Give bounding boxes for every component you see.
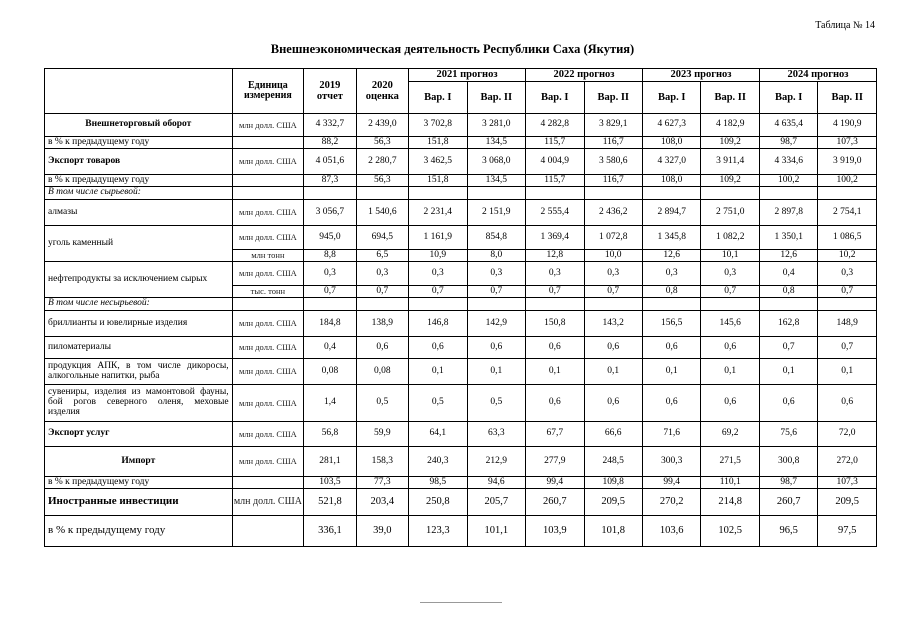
value-cell: 77,3 bbox=[356, 477, 408, 489]
value-cell: 0,8 bbox=[642, 286, 700, 298]
value-cell: 12,6 bbox=[759, 250, 817, 262]
row-label: В том числе несырьевой: bbox=[45, 298, 233, 311]
value-cell: 0,6 bbox=[584, 385, 642, 422]
value-cell bbox=[584, 298, 642, 311]
table-number: Таблица № 14 bbox=[815, 20, 875, 31]
value-cell: 87,3 bbox=[304, 175, 356, 187]
value-cell: 63,3 bbox=[467, 422, 525, 447]
forecast-2022-header: 2022 прогноз bbox=[526, 69, 643, 82]
value-cell: 0,4 bbox=[759, 262, 817, 286]
value-cell: 0,6 bbox=[356, 337, 408, 359]
value-cell: 0,1 bbox=[818, 359, 877, 385]
value-cell: 158,3 bbox=[356, 447, 408, 477]
value-cell: 0,1 bbox=[642, 359, 700, 385]
value-cell: 4 004,9 bbox=[526, 149, 584, 175]
value-cell: 108,0 bbox=[642, 137, 700, 149]
label-header bbox=[45, 69, 233, 114]
value-cell: 0,4 bbox=[304, 337, 356, 359]
value-cell: 0,6 bbox=[526, 337, 584, 359]
value-cell bbox=[526, 187, 584, 200]
value-cell: 0,3 bbox=[409, 262, 467, 286]
variant-header: Вар. II bbox=[818, 82, 877, 114]
value-cell: 4 334,6 bbox=[759, 149, 817, 175]
value-cell: 109,8 bbox=[584, 477, 642, 489]
value-cell: 142,9 bbox=[467, 311, 525, 337]
value-cell: 0,7 bbox=[584, 286, 642, 298]
value-cell: 0,7 bbox=[467, 286, 525, 298]
value-cell: 300,3 bbox=[642, 447, 700, 477]
value-cell bbox=[304, 298, 356, 311]
value-cell: 0,3 bbox=[584, 262, 642, 286]
value-cell: 103,6 bbox=[642, 516, 700, 547]
unit-cell bbox=[232, 175, 304, 187]
table-row bbox=[45, 149, 877, 175]
value-cell: 248,5 bbox=[584, 447, 642, 477]
value-cell bbox=[818, 187, 877, 200]
row-label: Иностранные инвестиции bbox=[45, 489, 233, 516]
row-label: нефтепродукты за исключением сырых bbox=[45, 262, 233, 298]
table-row bbox=[45, 489, 877, 516]
value-cell: 0,3 bbox=[701, 262, 759, 286]
value-cell: 1 082,2 bbox=[701, 226, 759, 250]
value-cell: 0,6 bbox=[759, 385, 817, 422]
value-cell: 0,7 bbox=[759, 337, 817, 359]
value-cell: 2 754,1 bbox=[818, 200, 877, 226]
value-cell: 145,6 bbox=[701, 311, 759, 337]
value-cell: 10,2 bbox=[818, 250, 877, 262]
value-cell: 3 702,8 bbox=[409, 114, 467, 137]
unit-cell: млн долл. США bbox=[232, 311, 304, 337]
value-cell: 99,4 bbox=[642, 477, 700, 489]
value-cell: 6,5 bbox=[356, 250, 408, 262]
value-cell: 4 182,9 bbox=[701, 114, 759, 137]
value-cell: 209,5 bbox=[818, 489, 877, 516]
value-cell bbox=[701, 298, 759, 311]
value-cell: 0,7 bbox=[818, 337, 877, 359]
value-cell bbox=[304, 187, 356, 200]
value-cell: 2 436,2 bbox=[584, 200, 642, 226]
unit-cell: млн долл. США bbox=[232, 385, 304, 422]
value-cell: 0,6 bbox=[642, 337, 700, 359]
value-cell: 109,2 bbox=[701, 175, 759, 187]
unit-cell: млн долл. США bbox=[232, 337, 304, 359]
value-cell: 109,2 bbox=[701, 137, 759, 149]
value-cell: 72,0 bbox=[818, 422, 877, 447]
value-cell: 99,4 bbox=[526, 477, 584, 489]
table-row bbox=[45, 298, 877, 311]
value-cell: 2 751,0 bbox=[701, 200, 759, 226]
value-cell: 271,5 bbox=[701, 447, 759, 477]
value-cell bbox=[356, 187, 408, 200]
value-cell: 2 151,9 bbox=[467, 200, 525, 226]
value-cell: 1 086,5 bbox=[818, 226, 877, 250]
value-cell: 101,8 bbox=[584, 516, 642, 547]
value-cell: 1 072,8 bbox=[584, 226, 642, 250]
value-cell: 0,6 bbox=[818, 385, 877, 422]
unit-cell: млн долл. США bbox=[232, 422, 304, 447]
value-cell: 2 280,7 bbox=[356, 149, 408, 175]
value-cell: 209,5 bbox=[584, 489, 642, 516]
value-cell: 8,8 bbox=[304, 250, 356, 262]
value-cell: 250,8 bbox=[409, 489, 467, 516]
value-cell: 0,7 bbox=[304, 286, 356, 298]
row-label: Внешнеторговый оборот bbox=[45, 114, 233, 137]
value-cell: 184,8 bbox=[304, 311, 356, 337]
value-cell: 0,1 bbox=[584, 359, 642, 385]
value-cell: 0,1 bbox=[759, 359, 817, 385]
value-cell: 1 350,1 bbox=[759, 226, 817, 250]
value-cell: 521,8 bbox=[304, 489, 356, 516]
value-cell: 56,8 bbox=[304, 422, 356, 447]
value-cell: 148,9 bbox=[818, 311, 877, 337]
value-cell: 88,2 bbox=[304, 137, 356, 149]
value-cell: 103,9 bbox=[526, 516, 584, 547]
table-row bbox=[45, 226, 877, 250]
unit-cell: млн долл. США bbox=[232, 489, 304, 516]
value-cell: 151,8 bbox=[409, 175, 467, 187]
row-label: продукция АПК, в том числе дикоросы, алкогольные напитки, рыба bbox=[45, 359, 233, 385]
value-cell: 203,4 bbox=[356, 489, 408, 516]
value-cell: 0,5 bbox=[467, 385, 525, 422]
value-cell: 212,9 bbox=[467, 447, 525, 477]
value-cell: 2 439,0 bbox=[356, 114, 408, 137]
footer-divider bbox=[420, 602, 502, 603]
value-cell: 59,9 bbox=[356, 422, 408, 447]
value-cell: 0,5 bbox=[409, 385, 467, 422]
year-2020-header: 2020 оценка bbox=[356, 69, 408, 114]
value-cell: 0,6 bbox=[701, 337, 759, 359]
unit-cell bbox=[232, 298, 304, 311]
value-cell: 277,9 bbox=[526, 447, 584, 477]
unit-cell: млн долл. США bbox=[232, 200, 304, 226]
row-label: Экспорт товаров bbox=[45, 149, 233, 175]
value-cell: 100,2 bbox=[818, 175, 877, 187]
value-cell: 3 281,0 bbox=[467, 114, 525, 137]
value-cell: 97,5 bbox=[818, 516, 877, 547]
unit-cell: млн долл. США bbox=[232, 447, 304, 477]
value-cell: 102,5 bbox=[701, 516, 759, 547]
table-row bbox=[45, 262, 877, 286]
table-row bbox=[45, 137, 877, 149]
value-cell: 945,0 bbox=[304, 226, 356, 250]
value-cell: 0,8 bbox=[759, 286, 817, 298]
value-cell: 4 635,4 bbox=[759, 114, 817, 137]
table-row bbox=[45, 385, 877, 422]
value-cell: 98,5 bbox=[409, 477, 467, 489]
value-cell: 98,7 bbox=[759, 137, 817, 149]
value-cell: 64,1 bbox=[409, 422, 467, 447]
value-cell: 134,5 bbox=[467, 175, 525, 187]
value-cell: 56,3 bbox=[356, 175, 408, 187]
value-cell bbox=[759, 187, 817, 200]
unit-cell bbox=[232, 516, 304, 547]
row-label: алмазы bbox=[45, 200, 233, 226]
value-cell: 10,1 bbox=[701, 250, 759, 262]
value-cell: 0,1 bbox=[409, 359, 467, 385]
value-cell: 143,2 bbox=[584, 311, 642, 337]
table-row bbox=[45, 311, 877, 337]
value-cell: 75,6 bbox=[759, 422, 817, 447]
unit-cell: млн долл. США bbox=[232, 149, 304, 175]
unit-cell: тыс. тонн bbox=[232, 286, 304, 298]
value-cell: 1 161,9 bbox=[409, 226, 467, 250]
value-cell: 138,9 bbox=[356, 311, 408, 337]
variant-header: Вар. II bbox=[467, 82, 525, 114]
value-cell: 214,8 bbox=[701, 489, 759, 516]
value-cell: 100,2 bbox=[759, 175, 817, 187]
value-cell: 108,0 bbox=[642, 175, 700, 187]
value-cell: 0,1 bbox=[467, 359, 525, 385]
value-cell: 0,7 bbox=[409, 286, 467, 298]
value-cell: 0,6 bbox=[642, 385, 700, 422]
foreign-trade-table bbox=[44, 68, 877, 547]
unit-cell: млн тонн bbox=[232, 250, 304, 262]
row-label: уголь каменный bbox=[45, 226, 233, 262]
value-cell: 123,3 bbox=[409, 516, 467, 547]
value-cell bbox=[467, 187, 525, 200]
unit-cell: млн долл. США bbox=[232, 114, 304, 137]
value-cell: 0,3 bbox=[818, 262, 877, 286]
value-cell: 0,1 bbox=[526, 359, 584, 385]
value-cell: 1 540,6 bbox=[356, 200, 408, 226]
value-cell: 854,8 bbox=[467, 226, 525, 250]
value-cell: 150,8 bbox=[526, 311, 584, 337]
value-cell: 116,7 bbox=[584, 137, 642, 149]
row-label: сувениры, изделия из мамонтовой фауны, бой рогов северного оленя, меховые изделия bbox=[45, 385, 233, 422]
table-row bbox=[45, 187, 877, 200]
forecast-2021-header: 2021 прогноз bbox=[409, 69, 526, 82]
value-cell: 98,7 bbox=[759, 477, 817, 489]
table-row bbox=[45, 516, 877, 547]
value-cell: 270,2 bbox=[642, 489, 700, 516]
value-cell bbox=[409, 298, 467, 311]
value-cell: 39,0 bbox=[356, 516, 408, 547]
unit-cell bbox=[232, 137, 304, 149]
value-cell: 1,4 bbox=[304, 385, 356, 422]
value-cell bbox=[356, 298, 408, 311]
value-cell: 0,08 bbox=[356, 359, 408, 385]
value-cell: 3 911,4 bbox=[701, 149, 759, 175]
value-cell: 69,2 bbox=[701, 422, 759, 447]
value-cell: 0,1 bbox=[701, 359, 759, 385]
value-cell bbox=[584, 187, 642, 200]
value-cell bbox=[409, 187, 467, 200]
value-cell: 336,1 bbox=[304, 516, 356, 547]
row-label: в % к предыдущему году bbox=[45, 516, 233, 547]
table-row bbox=[45, 422, 877, 447]
value-cell: 260,7 bbox=[526, 489, 584, 516]
table-row bbox=[45, 477, 877, 489]
forecast-2024-header: 2024 прогноз bbox=[759, 69, 876, 82]
table-row bbox=[45, 337, 877, 359]
variant-header: Вар. I bbox=[409, 82, 467, 114]
value-cell: 116,7 bbox=[584, 175, 642, 187]
unit-cell: млн долл. США bbox=[232, 262, 304, 286]
value-cell: 0,6 bbox=[467, 337, 525, 359]
table-row bbox=[45, 114, 877, 137]
value-cell: 146,8 bbox=[409, 311, 467, 337]
value-cell: 0,3 bbox=[356, 262, 408, 286]
value-cell: 2 555,4 bbox=[526, 200, 584, 226]
value-cell: 4 332,7 bbox=[304, 114, 356, 137]
value-cell: 0,5 bbox=[356, 385, 408, 422]
value-cell: 4 282,8 bbox=[526, 114, 584, 137]
value-cell: 0,3 bbox=[304, 262, 356, 286]
value-cell: 10,9 bbox=[409, 250, 467, 262]
table-row bbox=[45, 175, 877, 187]
value-cell: 103,5 bbox=[304, 477, 356, 489]
value-cell: 107,3 bbox=[818, 137, 877, 149]
value-cell: 115,7 bbox=[526, 175, 584, 187]
value-cell: 0,6 bbox=[409, 337, 467, 359]
value-cell: 4 190,9 bbox=[818, 114, 877, 137]
row-label: пиломатериалы bbox=[45, 337, 233, 359]
value-cell: 694,5 bbox=[356, 226, 408, 250]
unit-cell bbox=[232, 477, 304, 489]
unit-cell: млн долл. США bbox=[232, 226, 304, 250]
unit-cell: млн долл. США bbox=[232, 359, 304, 385]
table-row bbox=[45, 359, 877, 385]
value-cell: 1 369,4 bbox=[526, 226, 584, 250]
value-cell bbox=[526, 298, 584, 311]
row-label: В том числе сырьевой: bbox=[45, 187, 233, 200]
value-cell: 12,8 bbox=[526, 250, 584, 262]
value-cell: 162,8 bbox=[759, 311, 817, 337]
value-cell: 12,6 bbox=[642, 250, 700, 262]
value-cell: 0,7 bbox=[526, 286, 584, 298]
value-cell: 2 897,8 bbox=[759, 200, 817, 226]
value-cell: 10,0 bbox=[584, 250, 642, 262]
value-cell: 134,5 bbox=[467, 137, 525, 149]
value-cell: 3 462,5 bbox=[409, 149, 467, 175]
value-cell: 94,6 bbox=[467, 477, 525, 489]
table-row bbox=[45, 447, 877, 477]
value-cell: 1 345,8 bbox=[642, 226, 700, 250]
value-cell bbox=[701, 187, 759, 200]
value-cell: 240,3 bbox=[409, 447, 467, 477]
value-cell: 3 580,6 bbox=[584, 149, 642, 175]
value-cell: 151,8 bbox=[409, 137, 467, 149]
value-cell: 101,1 bbox=[467, 516, 525, 547]
value-cell: 260,7 bbox=[759, 489, 817, 516]
value-cell: 0,6 bbox=[584, 337, 642, 359]
value-cell: 115,7 bbox=[526, 137, 584, 149]
row-label: Импорт bbox=[45, 447, 233, 477]
row-label: в % к предыдущему году bbox=[45, 477, 233, 489]
value-cell: 3 056,7 bbox=[304, 200, 356, 226]
value-cell: 0,7 bbox=[356, 286, 408, 298]
value-cell: 2 894,7 bbox=[642, 200, 700, 226]
value-cell: 2 231,4 bbox=[409, 200, 467, 226]
document-title: Внешнеэкономическая деятельность Республики Саха (Якутия) bbox=[270, 42, 635, 56]
value-cell: 0,3 bbox=[642, 262, 700, 286]
value-cell: 0,3 bbox=[526, 262, 584, 286]
value-cell: 281,1 bbox=[304, 447, 356, 477]
value-cell bbox=[642, 298, 700, 311]
value-cell: 3 068,0 bbox=[467, 149, 525, 175]
value-cell: 56,3 bbox=[356, 137, 408, 149]
value-cell: 66,6 bbox=[584, 422, 642, 447]
value-cell bbox=[642, 187, 700, 200]
year-2019-header: 2019 отчет bbox=[304, 69, 356, 114]
forecast-2023-header: 2023 прогноз bbox=[642, 69, 759, 82]
value-cell: 3 829,1 bbox=[584, 114, 642, 137]
value-cell: 0,7 bbox=[701, 286, 759, 298]
variant-header: Вар. II bbox=[701, 82, 759, 114]
row-label: в % к предыдущему году bbox=[45, 137, 233, 149]
value-cell: 96,5 bbox=[759, 516, 817, 547]
value-cell: 0,6 bbox=[526, 385, 584, 422]
value-cell bbox=[818, 298, 877, 311]
table-body bbox=[45, 114, 877, 547]
value-cell: 4 051,6 bbox=[304, 149, 356, 175]
value-cell: 0,08 bbox=[304, 359, 356, 385]
value-cell: 205,7 bbox=[467, 489, 525, 516]
value-cell: 107,3 bbox=[818, 477, 877, 489]
table-row bbox=[45, 200, 877, 226]
value-cell: 3 919,0 bbox=[818, 149, 877, 175]
variant-header: Вар. II bbox=[584, 82, 642, 114]
value-cell: 110,1 bbox=[701, 477, 759, 489]
variant-header: Вар. I bbox=[759, 82, 817, 114]
value-cell: 0,3 bbox=[467, 262, 525, 286]
row-label: в % к предыдущему году bbox=[45, 175, 233, 187]
unit-header: Единица измерения bbox=[232, 69, 304, 114]
variant-header: Вар. I bbox=[642, 82, 700, 114]
value-cell bbox=[467, 298, 525, 311]
value-cell: 272,0 bbox=[818, 447, 877, 477]
variant-header: Вар. I bbox=[526, 82, 584, 114]
value-cell: 0,6 bbox=[701, 385, 759, 422]
value-cell: 156,5 bbox=[642, 311, 700, 337]
value-cell bbox=[759, 298, 817, 311]
value-cell: 4 327,0 bbox=[642, 149, 700, 175]
row-label: бриллианты и ювелирные изделия bbox=[45, 311, 233, 337]
value-cell: 71,6 bbox=[642, 422, 700, 447]
value-cell: 300,8 bbox=[759, 447, 817, 477]
row-label: Экспорт услуг bbox=[45, 422, 233, 447]
value-cell: 4 627,3 bbox=[642, 114, 700, 137]
value-cell: 0,7 bbox=[818, 286, 877, 298]
unit-cell bbox=[232, 187, 304, 200]
value-cell: 8,0 bbox=[467, 250, 525, 262]
value-cell: 67,7 bbox=[526, 422, 584, 447]
